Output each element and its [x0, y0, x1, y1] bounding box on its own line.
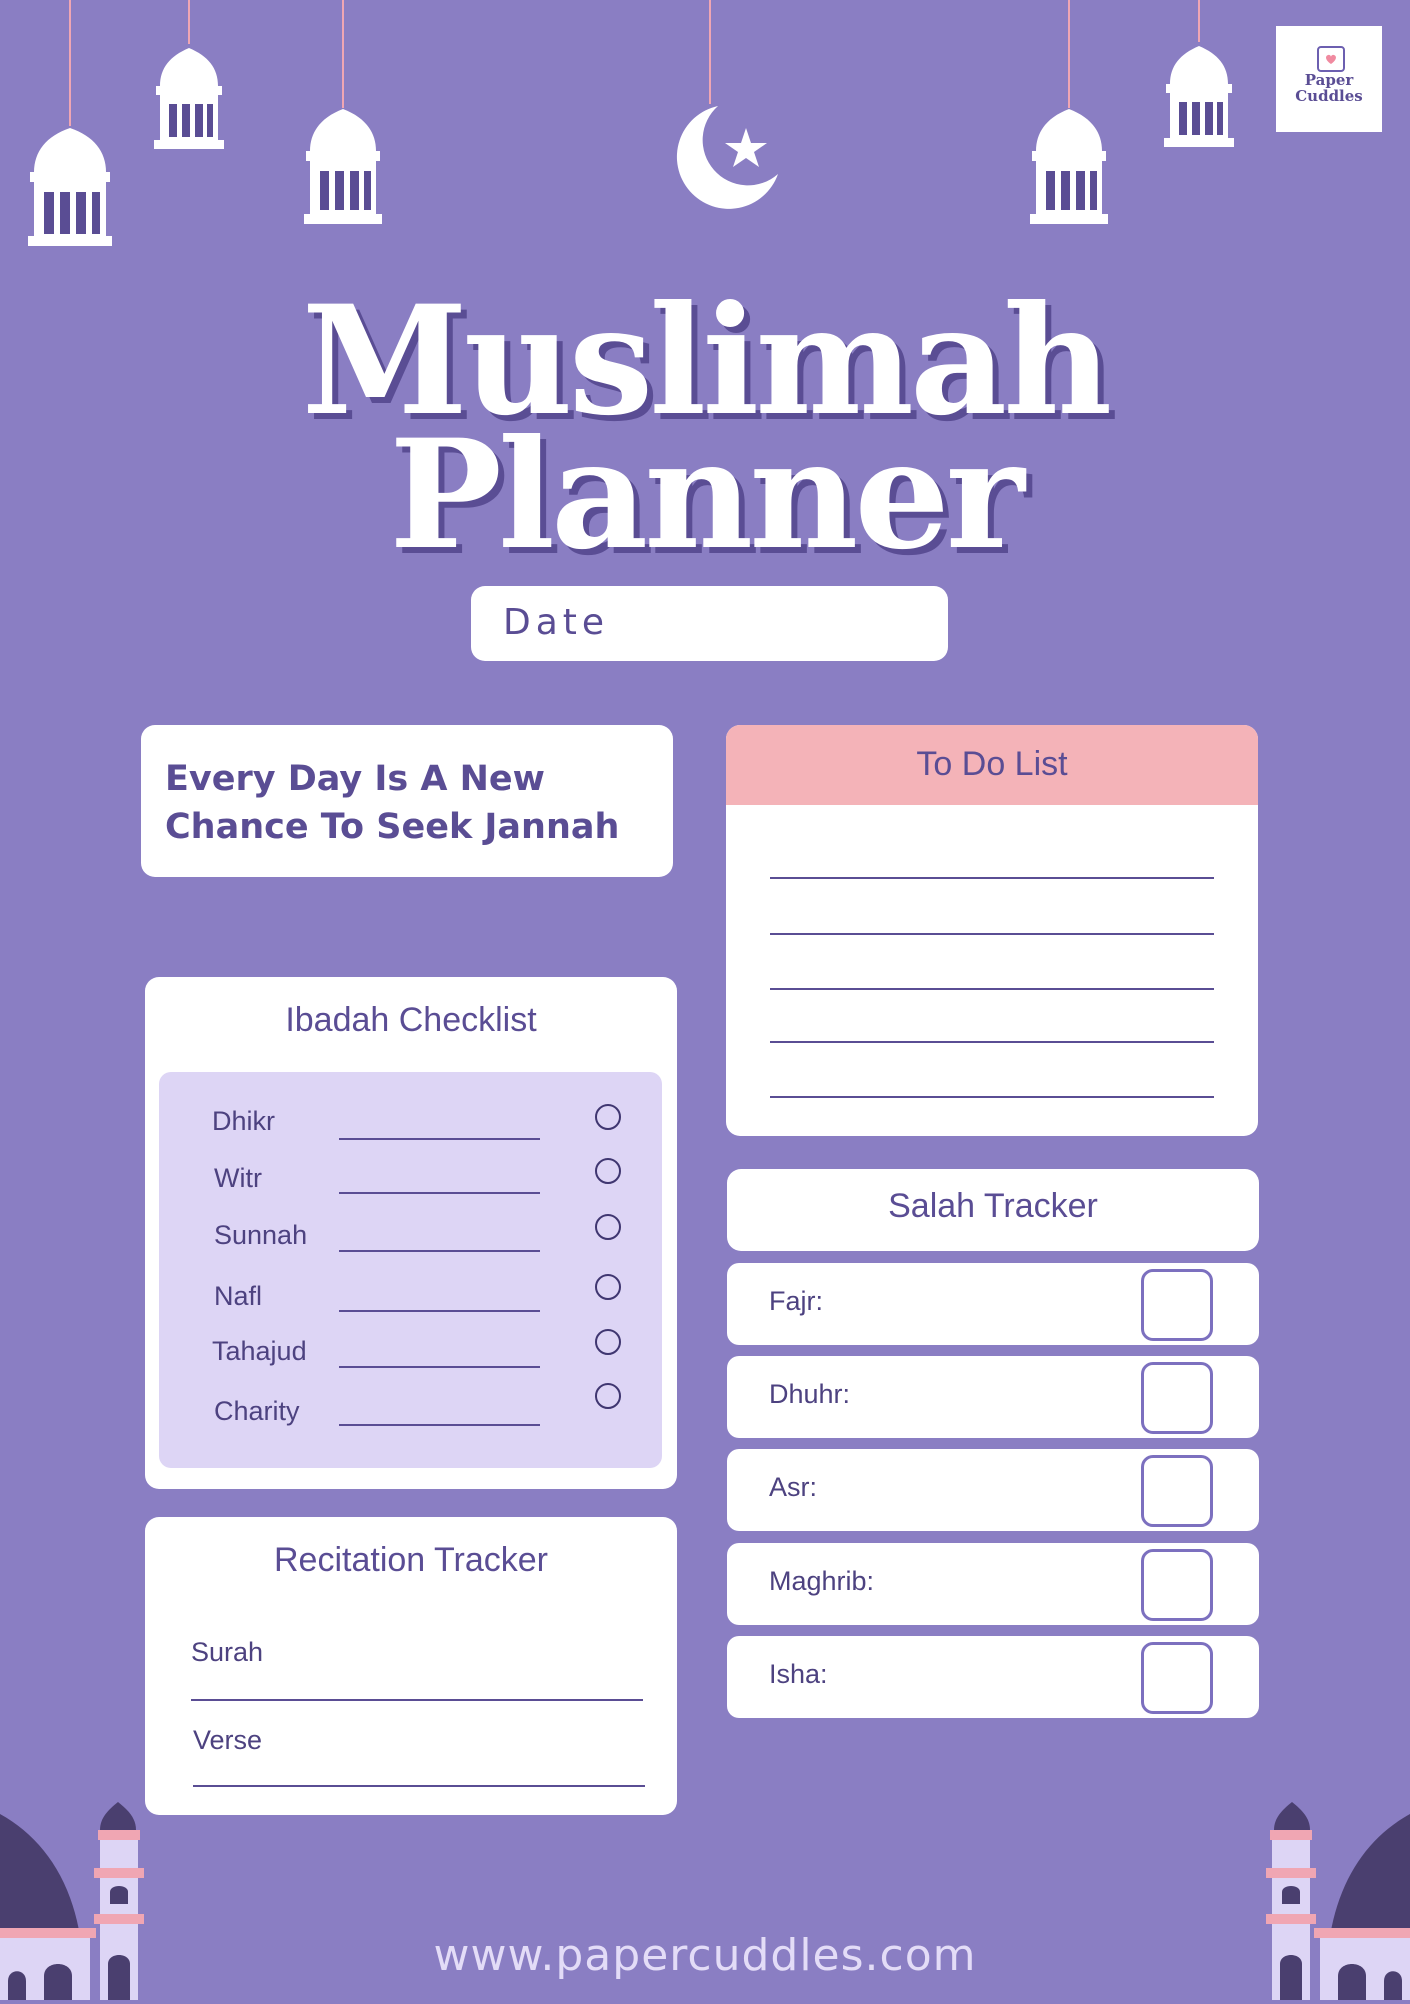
todo-line[interactable]: [770, 1096, 1214, 1098]
ibadah-label: Witr: [214, 1163, 262, 1193]
ibadah-line[interactable]: [339, 1192, 540, 1194]
ibadah-check[interactable]: [595, 1158, 621, 1184]
todo-line[interactable]: [770, 877, 1214, 879]
salah-row: [727, 1263, 1259, 1345]
salah-title-card: [727, 1169, 1259, 1251]
todo-line[interactable]: [770, 933, 1214, 935]
quote-line-1: Every Day Is A New: [165, 759, 545, 799]
ibadah-line[interactable]: [339, 1366, 540, 1368]
salah-row: [727, 1449, 1259, 1531]
salah-title: Salah Tracker: [888, 1187, 1098, 1225]
ibadah-line[interactable]: [339, 1424, 540, 1426]
recitation-card: [145, 1517, 677, 1815]
ibadah-title: Ibadah Checklist: [285, 1001, 537, 1039]
ibadah-item: [159, 1104, 662, 1144]
surah-label: Surah: [191, 1637, 264, 1667]
verse-line[interactable]: [193, 1785, 645, 1787]
lantern-icon: [304, 0, 382, 226]
logo-line-1: Paper: [1304, 71, 1354, 89]
verse-label: Verse: [193, 1725, 263, 1755]
ibadah-item: [159, 1218, 662, 1258]
todo-card: [726, 725, 1258, 1136]
ibadah-panel: [159, 1072, 662, 1468]
ibadah-card: [145, 977, 677, 1489]
ibadah-label: Sunnah: [214, 1220, 308, 1250]
ibadah-label: Tahajud: [212, 1336, 307, 1366]
quote-line-2: Chance To Seek Jannah: [165, 807, 620, 847]
todo-line[interactable]: [770, 988, 1214, 990]
salah-checkbox[interactable]: [1141, 1455, 1213, 1527]
ibadah-label: Charity: [214, 1396, 300, 1426]
lantern-icon: [1164, 0, 1234, 150]
todo-line[interactable]: [770, 1041, 1214, 1043]
title-line-2: Planner: [389, 407, 1021, 583]
ibadah-item: [159, 1161, 662, 1201]
salah-label: Isha:: [769, 1659, 828, 1689]
ibadah-check[interactable]: [595, 1214, 621, 1240]
ibadah-line[interactable]: [339, 1138, 540, 1140]
salah-row: [727, 1356, 1259, 1438]
salah-label: Dhuhr:: [769, 1379, 851, 1409]
ibadah-check[interactable]: [595, 1274, 621, 1300]
ibadah-check[interactable]: [595, 1329, 621, 1355]
salah-row: [727, 1636, 1259, 1718]
salah-row: [727, 1543, 1259, 1625]
crescent-star-icon: [668, 0, 780, 218]
salah-label: Maghrib:: [769, 1566, 875, 1596]
salah-checkbox[interactable]: [1141, 1642, 1213, 1714]
ibadah-item: [159, 1334, 662, 1374]
quote-card: [141, 725, 673, 877]
brand-logo: [1276, 26, 1382, 132]
date-label: Date: [503, 602, 610, 643]
ibadah-label: Nafl: [214, 1281, 263, 1311]
surah-line[interactable]: [191, 1699, 643, 1701]
ibadah-line[interactable]: [339, 1310, 540, 1312]
ibadah-item: [159, 1394, 662, 1434]
ibadah-check[interactable]: [595, 1104, 621, 1130]
ibadah-line[interactable]: [339, 1250, 540, 1252]
salah-checkbox[interactable]: [1141, 1362, 1213, 1434]
website-link[interactable]: www.papercuddles.com: [433, 1930, 977, 1981]
date-field[interactable]: [471, 586, 948, 661]
salah-label: Asr:: [769, 1472, 818, 1502]
ibadah-check[interactable]: [595, 1383, 621, 1409]
ibadah-item: [159, 1279, 662, 1319]
todo-title: To Do List: [916, 745, 1068, 783]
salah-label: Fajr:: [769, 1286, 823, 1316]
lantern-icon: [154, 0, 224, 152]
lantern-icon: [28, 0, 112, 250]
salah-checkbox[interactable]: [1141, 1549, 1213, 1621]
recitation-title: Recitation Tracker: [274, 1541, 548, 1579]
ibadah-label: Dhikr: [212, 1106, 276, 1136]
calendar-icon: [1317, 46, 1345, 72]
logo-line-2: Cuddles: [1295, 87, 1363, 105]
salah-checkbox[interactable]: [1141, 1269, 1213, 1341]
title-line-1: Muslimah: [301, 273, 1109, 449]
lantern-icon: [1030, 0, 1108, 226]
